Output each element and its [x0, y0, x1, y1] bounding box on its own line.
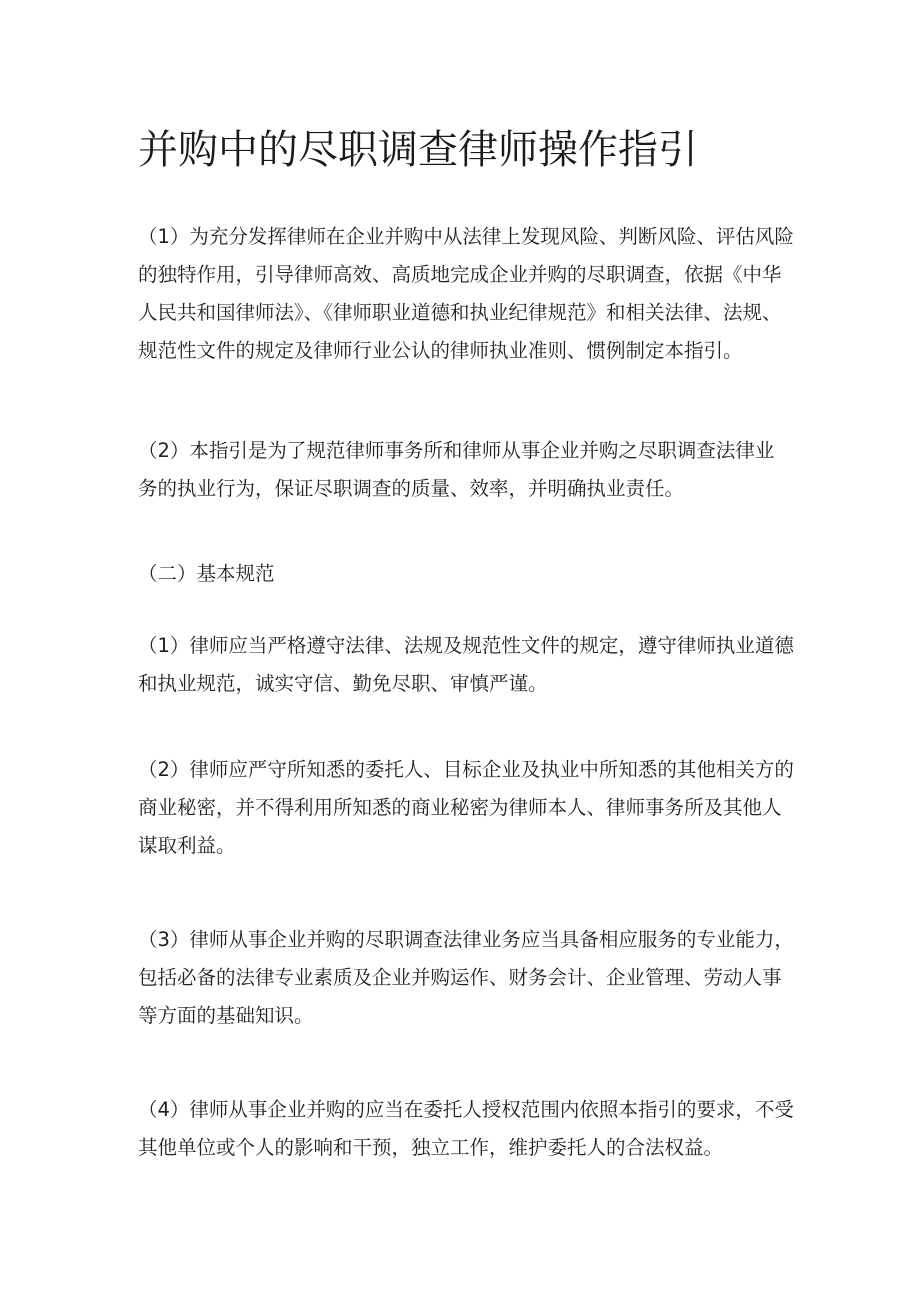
paragraph-line: （二）基本规范 [138, 562, 275, 585]
paragraph-line: 商业秘密，并不得利用所知悉的商业秘密为律师本人、律师事务所及其他人 [138, 796, 782, 819]
paragraph-line: （1）为充分发挥律师在企业并购中从法律上发现风险、判断风险、评估风险 [138, 225, 794, 248]
paragraph-line: 包括必备的法律专业素质及企业并购运作、财务会计、企业管理、劳动人事 [138, 966, 782, 989]
paragraph-line: 其他单位或个人的影响和干预，独立工作，维护委托人的合法权益。 [138, 1136, 724, 1159]
paragraph-line: （4）律师从事企业并购的应当在委托人授权范围内依照本指引的要求，不受 [138, 1098, 794, 1121]
paragraph-3 [138, 627, 794, 703]
paragraph-5 [138, 921, 794, 1035]
paragraph-line: 人民共和国律师法》、《律师职业道德和执业纪律规范》和相关法律、法规、 [138, 301, 782, 324]
paragraph-line: （3）律师从事企业并购的尽职调查法律业务应当具备相应服务的专业能力， [138, 928, 794, 951]
paragraph-6 [138, 1091, 794, 1167]
paragraph-line: （2）律师应严守所知悉的委托人、目标企业及执业中所知悉的其他相关方的 [138, 758, 794, 781]
section-heading-basic-norms [138, 555, 786, 593]
paragraph-line: （2）本指引是为了规范律师事务所和律师从事企业并购之尽职调查法律业 [138, 439, 775, 462]
paragraph-line: 的独特作用，引导律师高效、高质地完成企业并购的尽职调查，依据《中华 [138, 263, 782, 286]
paragraph-1 [138, 218, 794, 370]
paragraph-line: 谋取利益。 [138, 834, 236, 857]
paragraph-line: 务的执业行为，保证尽职调查的质量、效率，并明确执业责任。 [138, 477, 685, 500]
paragraph-line: 等方面的基础知识。 [138, 1004, 314, 1027]
paragraph-2 [138, 432, 786, 508]
paragraph-line: （1）律师应当严格遵守法律、法规及规范性文件的规定，遵守律师执业道德 [138, 634, 794, 657]
paragraph-line: 规范性文件的规定及律师行业公认的律师执业准则、惯例制定本指引。 [138, 339, 743, 362]
paragraph-line: 和执业规范，诚实守信、勤免尽职、审慎严谨。 [138, 672, 548, 695]
paragraph-4 [138, 751, 794, 865]
document-title: 并购中的尽职调查律师操作指引 [138, 127, 698, 173]
